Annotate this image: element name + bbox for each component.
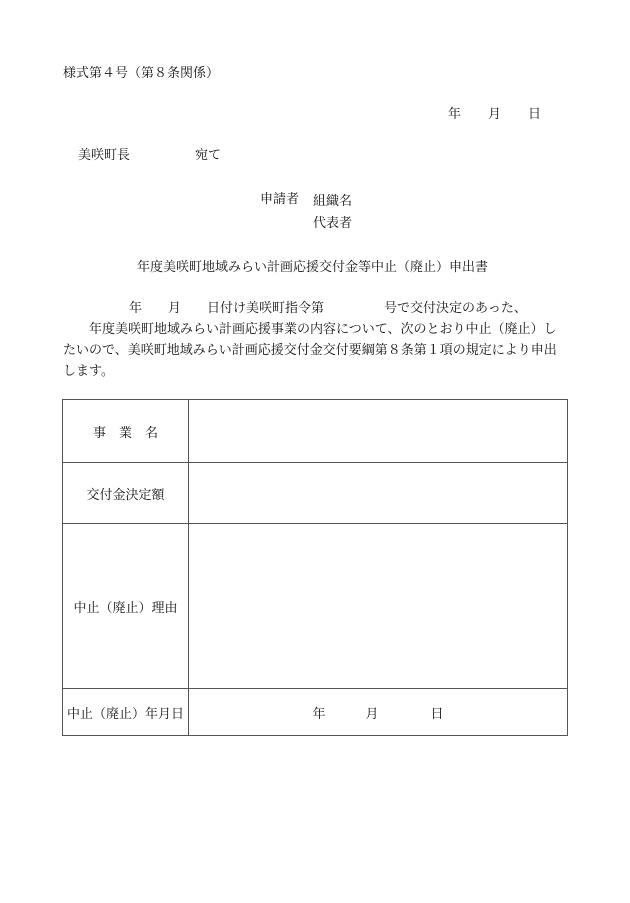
cancel-date-label: 中止（廃止）年月日	[63, 689, 189, 736]
reason-field[interactable]	[189, 524, 568, 689]
grant-amount-field[interactable]	[189, 463, 568, 524]
body-line-3: たいので、美咲町地域みらい計画応援交付金交付要綱第８条第１項の規定により申出	[63, 343, 557, 358]
body-year: 年	[129, 301, 143, 316]
date-day-label: 日	[528, 107, 542, 122]
table-row	[63, 524, 568, 689]
body-line-4: します。	[63, 364, 114, 379]
table-row	[63, 689, 568, 736]
cancel-date-field[interactable]	[189, 689, 568, 736]
cancel-date-year: 年	[312, 706, 326, 722]
document-title: 年度美咲町地域みらい計画応援交付金等中止（廃止）申出書	[137, 260, 489, 275]
organization-label: 組織名	[313, 194, 353, 209]
body-mid: 日付け美咲町指令第	[207, 301, 325, 316]
project-name-field[interactable]	[189, 400, 568, 463]
addressee: 美咲町長	[78, 148, 131, 163]
representative-label: 代表者	[313, 216, 353, 231]
applicant-label: 申請者	[260, 192, 300, 207]
cancel-date-day: 日	[430, 706, 444, 722]
cancel-date-month: 月	[365, 706, 379, 722]
application-table	[62, 399, 568, 736]
date-year-label: 年	[448, 107, 462, 122]
grant-amount-label: 交付金決定額	[63, 463, 189, 524]
body-line-1	[63, 298, 573, 319]
form-number: 様式第４号（第８条関係）	[63, 66, 220, 81]
table-row	[63, 463, 568, 524]
project-name-label: 事 業 名	[63, 400, 189, 463]
table-row	[63, 400, 568, 463]
date-month-label: 月	[488, 107, 502, 122]
body-text	[63, 298, 573, 382]
atena: 宛て	[195, 148, 222, 163]
body-end: 号で交付決定のあった、	[384, 301, 527, 316]
body-month: 月	[168, 301, 182, 316]
reason-label: 中止（廃止）理由	[63, 524, 189, 689]
body-line-2: 年度美咲町地域みらい計画応援事業の内容について、次のとおり中止（廃止）し	[89, 322, 557, 337]
